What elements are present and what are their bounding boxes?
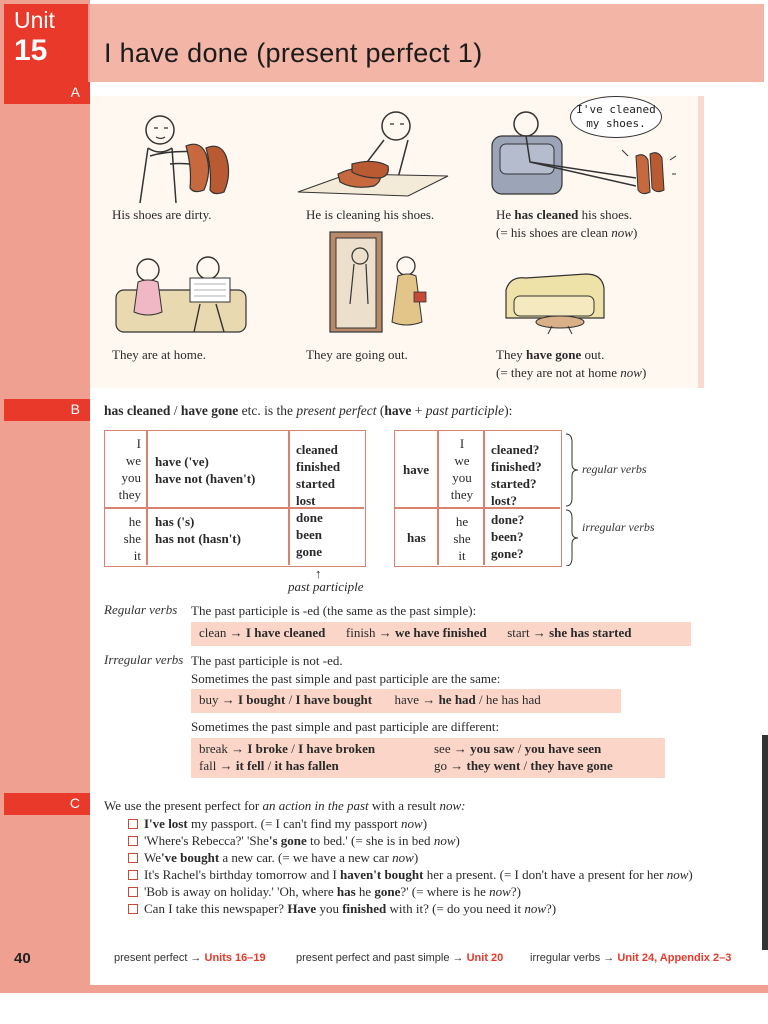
arrow-icon: → — [422, 692, 436, 707]
arrow-icon: → — [453, 741, 467, 756]
xref-link[interactable]: Unit 24, Appendix 2–3 — [617, 952, 732, 964]
checkbox-icon — [128, 836, 138, 846]
pronoun: we — [454, 453, 470, 468]
example-past: I bought — [238, 692, 286, 707]
left-margin-strip — [0, 0, 90, 985]
item-text: her a present. (= I don't have a present for her — [423, 867, 667, 882]
unit-word: Unit — [14, 7, 55, 33]
caption-text: He — [496, 207, 515, 222]
footer-bar — [0, 985, 768, 993]
list-item — [128, 849, 708, 866]
item-text: ) — [422, 816, 428, 831]
cross-reference-3 — [530, 952, 731, 964]
checkbox-icon — [128, 887, 138, 897]
intro-text: ): — [504, 403, 513, 418]
has-question-aux: has — [407, 530, 426, 545]
example-base: see — [434, 741, 451, 756]
caption-bold: have gone — [525, 347, 582, 362]
item-bold: gone — [374, 884, 401, 899]
example-perfect: I have bought — [295, 692, 373, 707]
example-base: start — [507, 625, 530, 640]
example-base: buy — [199, 692, 219, 707]
table-divider — [437, 431, 439, 565]
participle: been? — [491, 529, 524, 544]
list-item — [128, 815, 708, 832]
regular-verbs-rule: The past participle is -ed (the same as the past simple): — [191, 603, 477, 618]
example-sep: / — [475, 692, 486, 707]
item-italic: now — [524, 901, 546, 916]
irregular-diff-note: Sometimes the past simple and past participle are different: — [191, 719, 500, 734]
xref-text: present perfect → — [114, 952, 205, 964]
going-out-illustration — [310, 228, 440, 338]
diff-example-col-2 — [434, 740, 613, 774]
cross-reference-2 — [296, 952, 503, 964]
participle: been — [296, 527, 322, 542]
question-participles-regular — [491, 441, 542, 509]
speech-bubble-line2: my shoes. — [586, 117, 646, 130]
xref-text: present perfect and past simple → — [296, 952, 467, 964]
item-text: Can I take this newspaper? — [144, 901, 288, 916]
checkbox-icon — [128, 904, 138, 914]
caption-at-home: They are at home. — [112, 347, 206, 362]
aux-form: has not (hasn't) — [155, 531, 241, 546]
intro-italic: an action in the past — [262, 798, 369, 813]
irregular-same-examples-box — [191, 689, 621, 713]
item-text: 'Bob is away on holiday.' 'Oh, where — [144, 884, 337, 899]
participle: lost? — [491, 493, 517, 508]
list-item — [128, 883, 708, 900]
dirty-shoes-illustration — [110, 108, 260, 208]
caption-italic: now — [620, 365, 642, 380]
item-bold: has — [336, 884, 356, 899]
intro-text: ( — [376, 403, 385, 418]
example-base: finish — [345, 625, 376, 640]
participle: done — [296, 510, 323, 525]
intro-italic: now: — [439, 798, 466, 813]
participle: gone — [296, 544, 322, 559]
checkbox-icon — [128, 870, 138, 880]
example-past: he had — [438, 692, 476, 707]
caption-dirty-shoes: His shoes are dirty. — [112, 207, 212, 222]
caption-italic: now — [611, 225, 633, 240]
pronoun: they — [118, 487, 141, 502]
participle: started — [296, 476, 335, 491]
speech-bubble — [570, 96, 662, 138]
arrow-icon: → — [219, 758, 233, 773]
xref-link[interactable]: Unit 20 — [466, 952, 504, 964]
example-perfect: you have seen — [524, 741, 602, 756]
pronoun: he — [455, 514, 469, 529]
item-bold: Have — [287, 901, 317, 916]
arrow-icon: → — [221, 692, 235, 707]
past-participle-label: past participle — [288, 579, 364, 594]
intro-text: / — [170, 403, 181, 418]
item-text: to bed.' (= she is in bed — [306, 833, 434, 848]
item-bold: I've lost — [144, 816, 188, 831]
speech-bubble-line1: I've cleaned — [576, 103, 656, 116]
pronoun-list-singular — [445, 513, 479, 564]
intro-text: with a result — [368, 798, 440, 813]
participle: started? — [491, 476, 537, 491]
caption-have-gone — [496, 346, 646, 382]
example-perfect: he has had — [485, 692, 541, 707]
aux-form: has ('s) — [155, 514, 195, 529]
intro-text: We use the present perfect for — [104, 798, 263, 813]
pronoun: it — [458, 548, 466, 563]
checkbox-icon — [128, 853, 138, 863]
item-italic: now — [666, 867, 689, 882]
irregular-verbs-label: irregular verbs — [582, 520, 655, 534]
item-text: It's Rachel's birthday tomorrow and I — [144, 867, 341, 882]
have-forms — [155, 453, 255, 487]
table-divider — [146, 431, 148, 565]
participle: cleaned — [296, 442, 338, 457]
regular-verbs-heading: Regular verbs — [104, 602, 178, 617]
participle: finished? — [491, 459, 542, 474]
pronoun: they — [450, 487, 474, 502]
section-c-intro — [104, 797, 465, 814]
pronoun-list-singular — [107, 513, 141, 564]
example-sep: / — [287, 741, 299, 756]
item-text: ) — [688, 867, 693, 882]
have-question-aux: have — [403, 462, 429, 477]
diff-example-col-1 — [199, 740, 375, 774]
up-arrow-icon: ↑ — [315, 566, 322, 581]
table-divider — [288, 431, 290, 565]
participle: finished — [296, 459, 341, 474]
arrow-icon: → — [450, 758, 464, 773]
aux-form: have ('ve) — [155, 454, 209, 469]
caption-going-out: They are going out. — [306, 347, 408, 362]
list-item — [128, 832, 708, 849]
example-base: break — [199, 741, 228, 756]
participle-list — [296, 441, 340, 560]
section-c-tab: C — [4, 793, 90, 815]
page-edge-marker — [762, 735, 768, 950]
item-text: ) — [455, 833, 460, 848]
example-list — [128, 815, 708, 917]
pronoun-list-plural — [107, 435, 141, 503]
unit-number: 15 — [14, 34, 48, 67]
pronoun: she — [453, 531, 471, 546]
item-text: a new car. (= we have a new car — [219, 850, 393, 865]
pronoun: you — [121, 470, 141, 485]
example-past: I broke — [247, 741, 288, 756]
list-item — [128, 866, 708, 883]
intro-bold: has cleaned — [104, 403, 171, 418]
example-perfect: it has fallen — [274, 758, 339, 773]
has-forms — [155, 513, 241, 547]
item-text: ?' (= where is he — [400, 884, 490, 899]
item-text: 'Where's Rebecca?' 'She — [144, 833, 269, 848]
participle: cleaned? — [491, 442, 540, 457]
example-base: clean — [199, 625, 227, 640]
caption-text: (= his shoes are clean — [496, 225, 612, 240]
participle: gone? — [491, 546, 524, 561]
section-a-tab: A — [4, 82, 90, 104]
example-base: have — [394, 692, 420, 707]
cross-reference-1 — [114, 952, 266, 964]
pronoun-list-plural — [445, 435, 479, 503]
item-text: ?) — [545, 901, 557, 916]
example-sep: / — [285, 692, 296, 707]
item-text: my passport. (= I can't find my passport — [187, 816, 402, 831]
item-text: you — [316, 901, 343, 916]
xref-link[interactable]: Units 16–19 — [204, 952, 266, 964]
item-bold: finished — [342, 901, 387, 916]
participle: lost — [296, 493, 316, 508]
pronoun: she — [123, 531, 141, 546]
example-base: fall — [199, 758, 217, 773]
brace-icon — [564, 432, 580, 566]
pronoun: he — [128, 514, 141, 529]
regular-examples-box — [191, 622, 691, 646]
arrow-icon: → — [231, 741, 245, 756]
item-text: We — [144, 850, 161, 865]
page-title: I have done (present perfect 1) — [104, 38, 483, 68]
caption-text: his shoes. — [578, 207, 633, 222]
item-text: ?) — [510, 884, 521, 899]
xref-text: irregular verbs → — [530, 952, 618, 964]
couple-at-home-illustration — [112, 250, 252, 336]
pronoun: it — [133, 548, 141, 563]
intro-bold: have gone — [180, 403, 239, 418]
intro-text: etc. is the — [238, 403, 297, 418]
checkbox-icon — [128, 819, 138, 829]
question-table — [394, 430, 562, 567]
item-text: he — [355, 884, 375, 899]
caption-text: (= they are not at home — [496, 365, 621, 380]
pronoun: we — [125, 453, 141, 468]
irregular-verbs-heading: Irregular verbs — [104, 652, 184, 667]
aux-form: have not (haven't) — [155, 471, 256, 486]
caption-text: ) — [641, 365, 647, 380]
question-participles-irregular — [491, 511, 524, 562]
section-a-panel-edge — [698, 96, 704, 388]
caption-text: ) — [632, 225, 638, 240]
page-number: 40 — [14, 950, 31, 967]
caption-text: They — [496, 347, 526, 362]
arrow-icon: → — [229, 625, 243, 640]
example-sep: / — [514, 741, 525, 756]
item-italic: now — [489, 884, 511, 899]
item-italic: now — [433, 833, 456, 848]
item-bold: 've bought — [161, 850, 220, 865]
intro-italic: present perfect — [296, 403, 377, 418]
conjugation-table — [104, 430, 366, 567]
section-b-tab: B — [4, 399, 90, 421]
example-perfect: they have gone — [530, 758, 613, 773]
pronoun: you — [452, 470, 472, 485]
example-result: we have finished — [395, 625, 487, 640]
caption-cleaning-shoes: He is cleaning his shoes. — [306, 207, 435, 222]
irregular-same-note: Sometimes the past simple and past participle are the same: — [191, 671, 501, 686]
example-past: you saw — [470, 741, 515, 756]
regular-verbs-label: regular verbs — [582, 462, 647, 476]
unit-tab — [4, 4, 88, 82]
cleaning-shoes-illustration — [288, 104, 458, 200]
item-italic: now — [392, 850, 414, 865]
arrow-icon: → — [378, 625, 392, 640]
item-text: with it? (= do you need it — [386, 901, 525, 916]
table-divider — [483, 431, 485, 565]
item-bold: 's gone — [268, 833, 307, 848]
intro-italic: past participle — [425, 403, 505, 418]
empty-sofa-illustration — [500, 260, 620, 336]
example-sep: / — [264, 758, 275, 773]
participle: done? — [491, 512, 525, 527]
example-base: go — [434, 758, 447, 773]
caption-text: out. — [581, 347, 605, 362]
item-bold: haven't bought — [340, 867, 424, 882]
irregular-verbs-rule: The past participle is not -ed. — [191, 653, 343, 668]
section-b-intro — [104, 403, 512, 419]
item-italic: now — [401, 816, 423, 831]
example-perfect: I have broken — [298, 741, 376, 756]
intro-text: + — [411, 403, 426, 418]
caption-bold: has cleaned — [514, 207, 579, 222]
irregular-diff-examples-box — [191, 738, 665, 778]
item-text: ) — [413, 850, 419, 865]
list-item — [128, 900, 708, 917]
caption-has-cleaned — [496, 206, 637, 242]
intro-bold: have — [384, 403, 412, 418]
pronoun: I — [136, 436, 141, 451]
pronoun: I — [459, 436, 465, 451]
example-sep: / — [520, 758, 531, 773]
example-past: it fell — [235, 758, 265, 773]
example-past: they went — [466, 758, 521, 773]
example-result: she has started — [549, 625, 632, 640]
example-result: I have cleaned — [245, 625, 326, 640]
arrow-icon: → — [532, 625, 546, 640]
